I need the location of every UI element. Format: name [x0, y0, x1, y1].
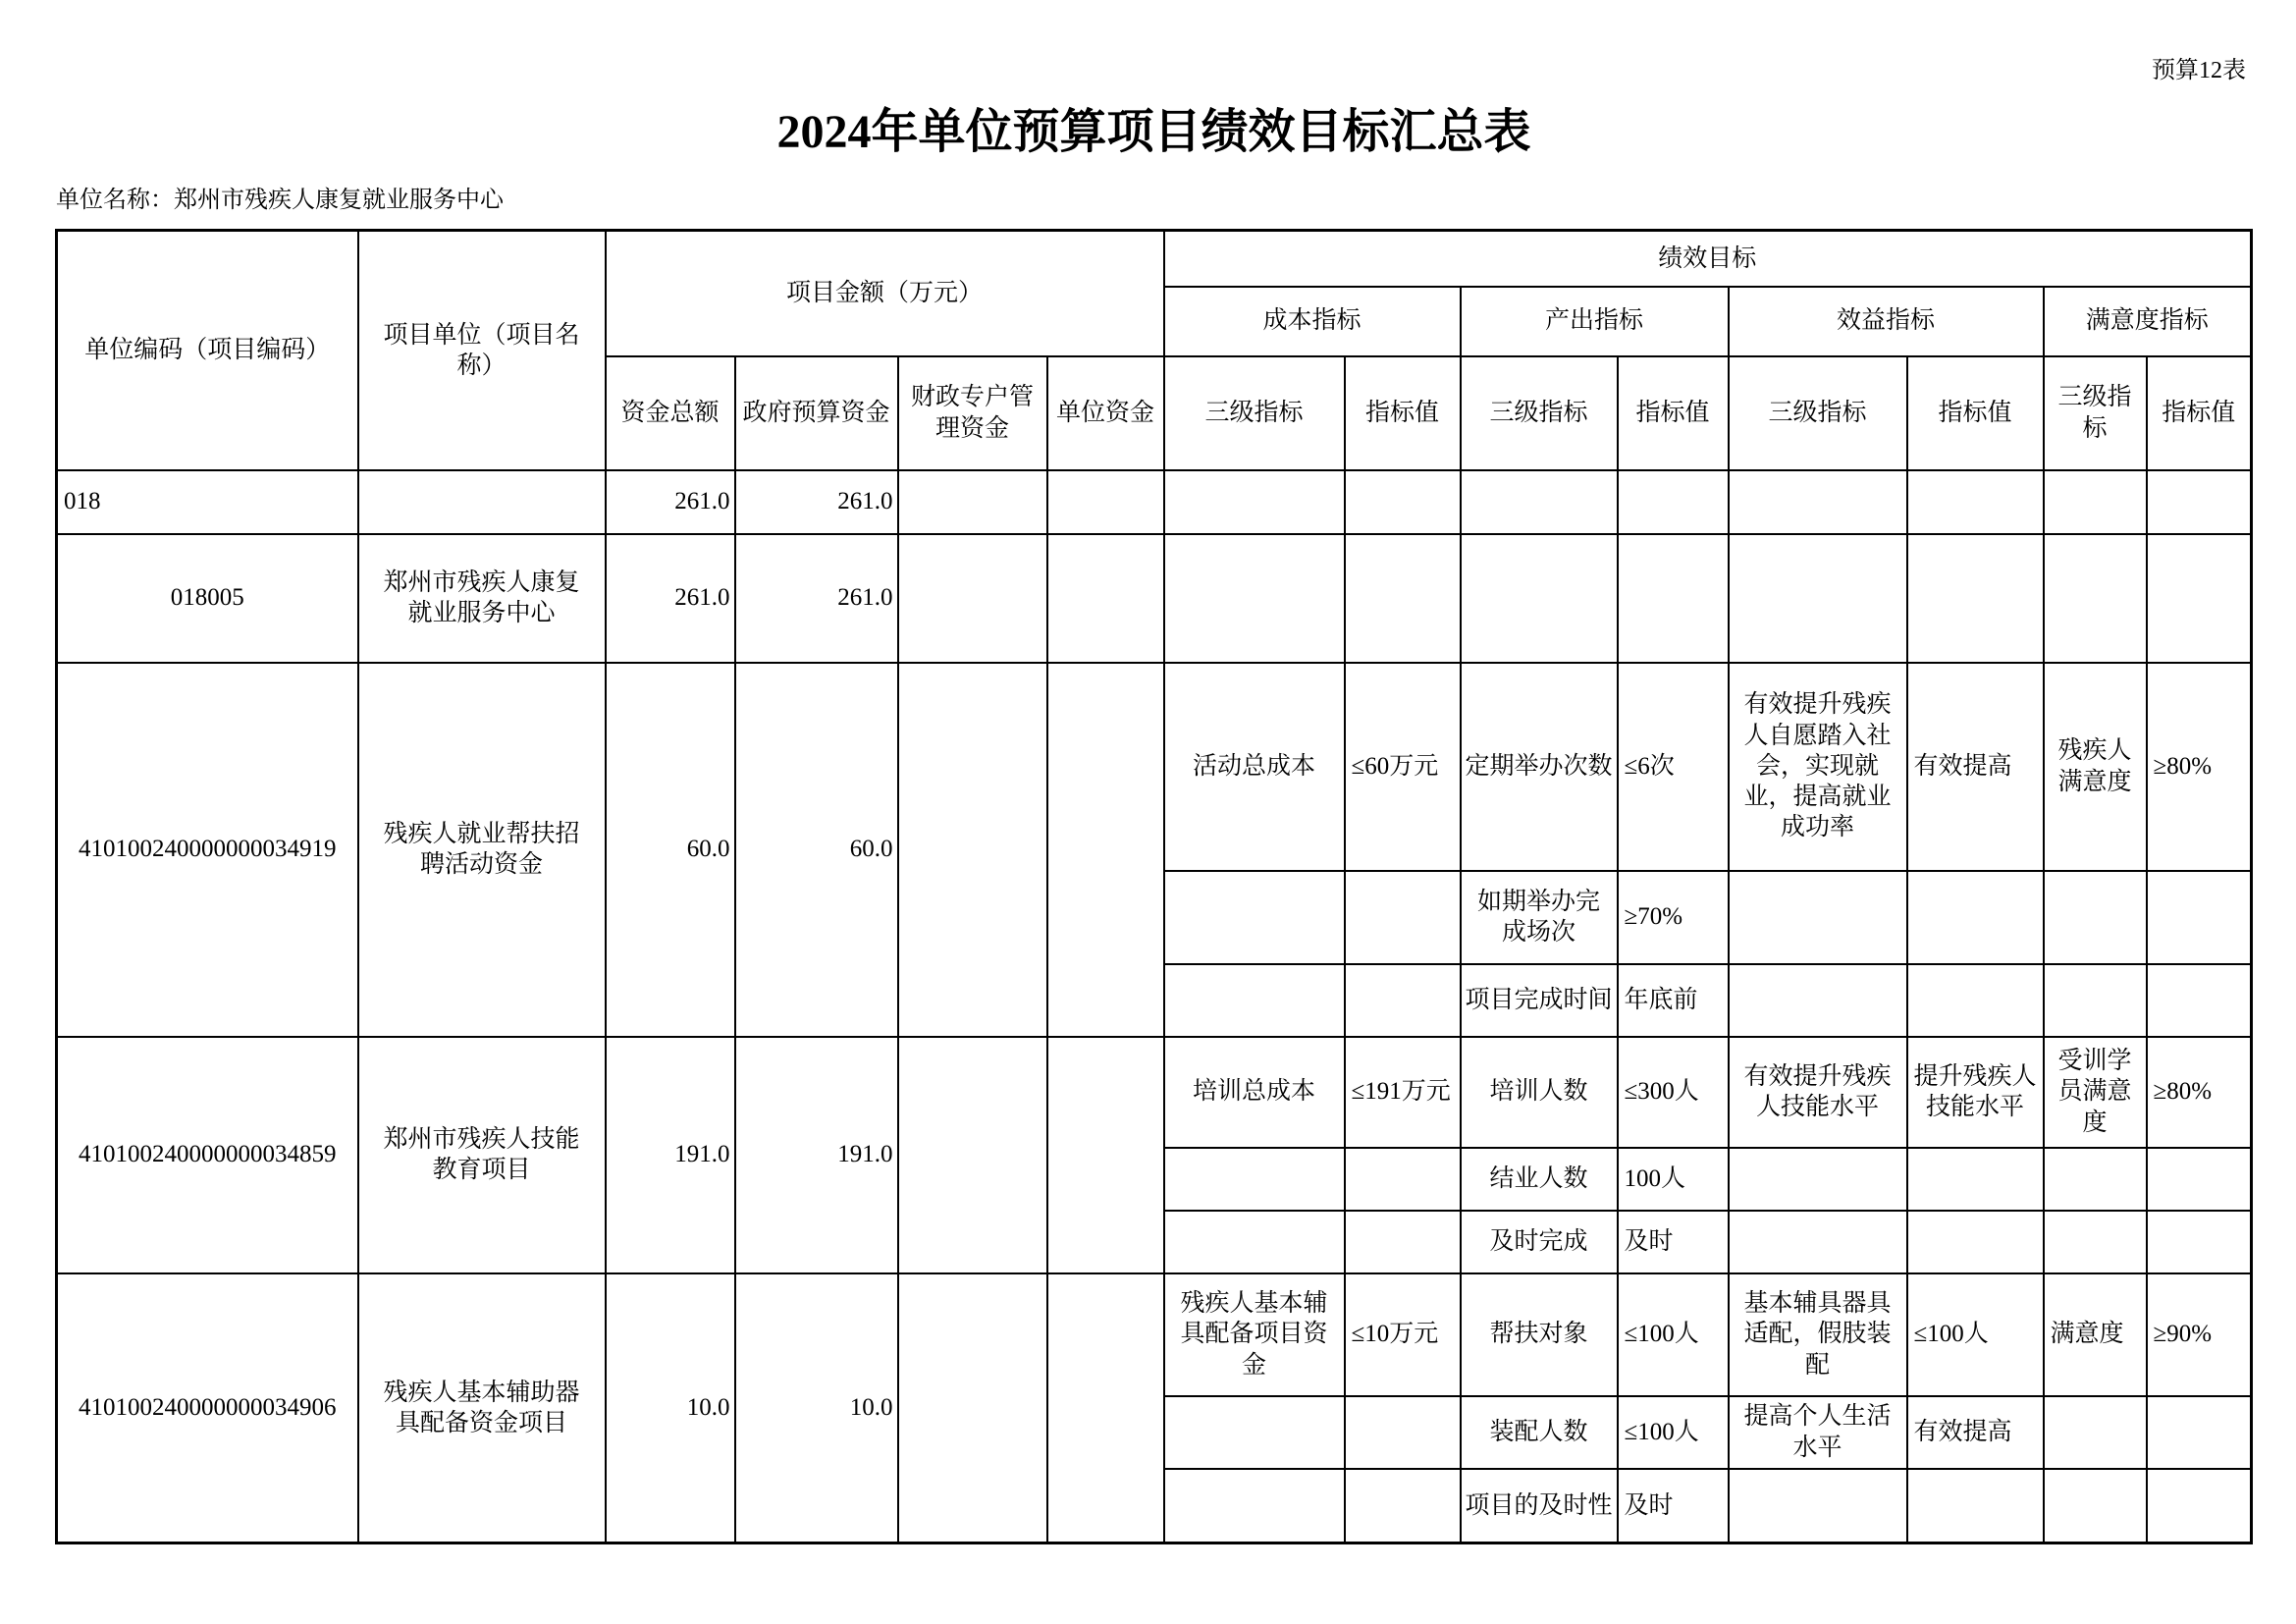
output-indicator-name: 定期举办次数	[1461, 663, 1618, 871]
header-gov-budget-funds: 政府预算资金	[735, 356, 898, 470]
cost-indicator-value	[1345, 1148, 1461, 1211]
cost-indicator-value	[1345, 964, 1461, 1037]
cost-indicator-name: 培训总成本	[1164, 1037, 1345, 1148]
benefit-indicator-name	[1729, 1469, 1907, 1543]
benefit-indicator-value: 有效提高	[1907, 1396, 2044, 1469]
header-satisfaction-level3: 三级指标	[2044, 356, 2147, 470]
benefit-indicator-value: 提升残疾人技能水平	[1907, 1037, 2044, 1148]
satisfaction-indicator-value	[2147, 1211, 2252, 1273]
satisfaction-indicator-value	[2147, 534, 2252, 663]
benefit-indicator-name	[1729, 1148, 1907, 1211]
form-number: 预算12表	[2152, 58, 2246, 83]
satisfaction-indicator-value	[2147, 964, 2252, 1037]
header-benefit-value: 指标值	[1907, 356, 2044, 470]
project-code: 410100240000000034906	[57, 1273, 358, 1543]
project-name: 残疾人基本辅助器具配备资金项目	[358, 1273, 606, 1543]
satisfaction-indicator-value	[2147, 1148, 2252, 1211]
satisfaction-indicator-name	[2044, 534, 2147, 663]
output-indicator-value: ≤100人	[1618, 1396, 1729, 1469]
output-indicator-value: ≤100人	[1618, 1273, 1729, 1396]
header-output-value: 指标值	[1618, 356, 1729, 470]
benefit-indicator-name	[1729, 964, 1907, 1037]
special-account-funds	[898, 534, 1047, 663]
header-performance-group: 绩效目标	[1164, 231, 2252, 287]
benefit-indicator-value	[1907, 1211, 2044, 1273]
cost-indicator-name: 活动总成本	[1164, 663, 1345, 871]
output-indicator-name	[1461, 470, 1618, 534]
header-unit-funds: 单位资金	[1047, 356, 1164, 470]
output-indicator-name: 装配人数	[1461, 1396, 1618, 1469]
benefit-indicator-name	[1729, 1211, 1907, 1273]
output-indicator-value: ≥70%	[1618, 871, 1729, 964]
header-cost-level3: 三级指标	[1164, 356, 1345, 470]
output-indicator-value: 100人	[1618, 1148, 1729, 1211]
output-indicator-name: 项目的及时性	[1461, 1469, 1618, 1543]
output-indicator-value: 及时	[1618, 1469, 1729, 1543]
header-project-unit: 项目单位（项目名称）	[358, 231, 606, 470]
cost-indicator-name	[1164, 1148, 1345, 1211]
benefit-indicator-name: 有效提升残疾人自愿踏入社会，实现就业，提高就业成功率	[1729, 663, 1907, 871]
satisfaction-indicator-value	[2147, 470, 2252, 534]
header-special-account-funds: 财政专户管理资金	[898, 356, 1047, 470]
benefit-indicator-value: ≤100人	[1907, 1273, 2044, 1396]
project-row	[57, 1273, 2252, 1396]
header-row-1	[57, 231, 2252, 287]
benefit-indicator-value	[1907, 534, 2044, 663]
cost-indicator-value	[1345, 1211, 1461, 1273]
satisfaction-indicator-name	[2044, 871, 2147, 964]
output-indicator-value: 及时	[1618, 1211, 1729, 1273]
special-account-funds	[898, 663, 1047, 1037]
satisfaction-indicator-name	[2044, 964, 2147, 1037]
benefit-indicator-value: 有效提高	[1907, 663, 2044, 871]
unit-funds	[1047, 534, 1164, 663]
output-indicator-name: 结业人数	[1461, 1148, 1618, 1211]
cost-indicator-value: ≤10万元	[1345, 1273, 1461, 1396]
header-satisfaction-value: 指标值	[2147, 356, 2252, 470]
header-output-level3: 三级指标	[1461, 356, 1618, 470]
gov-budget-funds: 261.0	[735, 470, 898, 534]
gov-budget-funds: 191.0	[735, 1037, 898, 1273]
total-funds: 60.0	[606, 663, 735, 1037]
page-title: 2024年单位预算项目绩效目标汇总表	[776, 106, 1531, 158]
header-benefit-indicator: 效益指标	[1729, 287, 2044, 356]
benefit-indicator-value	[1907, 470, 2044, 534]
satisfaction-indicator-name	[2044, 1148, 2147, 1211]
header-output-indicator: 产出指标	[1461, 287, 1729, 356]
output-indicator-name: 如期举办完成场次	[1461, 871, 1618, 964]
performance-summary-table	[55, 229, 2253, 1544]
total-funds: 191.0	[606, 1037, 735, 1273]
cost-indicator-name	[1164, 1211, 1345, 1273]
gov-budget-funds: 60.0	[735, 663, 898, 1037]
satisfaction-indicator-name	[2044, 470, 2147, 534]
unit-code: 018005	[57, 534, 358, 663]
cost-indicator-name	[1164, 1469, 1345, 1543]
benefit-indicator-name	[1729, 871, 1907, 964]
cost-indicator-value	[1345, 470, 1461, 534]
satisfaction-indicator-value	[2147, 1469, 2252, 1543]
output-indicator-name: 培训人数	[1461, 1037, 1618, 1148]
gov-budget-funds: 10.0	[735, 1273, 898, 1543]
total-funds: 261.0	[606, 470, 735, 534]
benefit-indicator-value	[1907, 1469, 2044, 1543]
output-indicator-value: 年底前	[1618, 964, 1729, 1037]
unit-funds	[1047, 1273, 1164, 1543]
benefit-indicator-name	[1729, 470, 1907, 534]
benefit-indicator-name	[1729, 534, 1907, 663]
benefit-indicator-value	[1907, 871, 2044, 964]
satisfaction-indicator-name: 残疾人满意度	[2044, 663, 2147, 871]
project-name: 残疾人就业帮扶招聘活动资金	[358, 663, 606, 1037]
output-indicator-value: ≤300人	[1618, 1037, 1729, 1148]
project-row	[57, 1037, 2252, 1148]
project-row	[57, 663, 2252, 871]
project-unit-name: 郑州市残疾人康复就业服务中心	[358, 534, 606, 663]
header-cost-value: 指标值	[1345, 356, 1461, 470]
benefit-indicator-name: 提高个人生活水平	[1729, 1396, 1907, 1469]
satisfaction-indicator-name	[2044, 1211, 2147, 1273]
output-indicator-name: 项目完成时间	[1461, 964, 1618, 1037]
project-code: 410100240000000034919	[57, 663, 358, 1037]
unit-name-line: 单位名称：郑州市残疾人康复就业服务中心	[56, 188, 504, 213]
project-code: 410100240000000034859	[57, 1037, 358, 1273]
satisfaction-indicator-name: 满意度	[2044, 1273, 2147, 1396]
unit-funds	[1047, 470, 1164, 534]
cost-indicator-name	[1164, 470, 1345, 534]
satisfaction-indicator-value	[2147, 871, 2252, 964]
cost-indicator-name	[1164, 871, 1345, 964]
gov-budget-funds: 261.0	[735, 534, 898, 663]
project-unit-name	[358, 470, 606, 534]
summary-row	[57, 470, 2252, 534]
project-name: 郑州市残疾人技能教育项目	[358, 1037, 606, 1273]
output-indicator-value: ≤6次	[1618, 663, 1729, 871]
satisfaction-indicator-name: 受训学员满意度	[2044, 1037, 2147, 1148]
summary-row	[57, 534, 2252, 663]
benefit-indicator-value	[1907, 1148, 2044, 1211]
output-indicator-value	[1618, 470, 1729, 534]
output-indicator-name: 及时完成	[1461, 1211, 1618, 1273]
header-total-funds: 资金总额	[606, 356, 735, 470]
cost-indicator-value	[1345, 1396, 1461, 1469]
header-satisfaction-indicator: 满意度指标	[2044, 287, 2252, 356]
benefit-indicator-value	[1907, 964, 2044, 1037]
header-amount-group: 项目金额（万元）	[606, 231, 1164, 356]
cost-indicator-value: ≤191万元	[1345, 1037, 1461, 1148]
header-unit-code: 单位编码（项目编码）	[57, 231, 358, 470]
output-indicator-value	[1618, 534, 1729, 663]
special-account-funds	[898, 470, 1047, 534]
satisfaction-indicator-value: ≥80%	[2147, 1037, 2252, 1148]
satisfaction-indicator-value: ≥90%	[2147, 1273, 2252, 1396]
cost-indicator-value: ≤60万元	[1345, 663, 1461, 871]
header-benefit-level3: 三级指标	[1729, 356, 1907, 470]
total-funds: 261.0	[606, 534, 735, 663]
cost-indicator-name	[1164, 534, 1345, 663]
output-indicator-name: 帮扶对象	[1461, 1273, 1618, 1396]
cost-indicator-name	[1164, 1396, 1345, 1469]
unit-funds	[1047, 1037, 1164, 1273]
benefit-indicator-name: 基本辅具器具适配，假肢装配	[1729, 1273, 1907, 1396]
satisfaction-indicator-value	[2147, 1396, 2252, 1469]
total-funds: 10.0	[606, 1273, 735, 1543]
unit-code: 018	[57, 470, 358, 534]
cost-indicator-value	[1345, 1469, 1461, 1543]
output-indicator-name	[1461, 534, 1618, 663]
header-cost-indicator: 成本指标	[1164, 287, 1461, 356]
satisfaction-indicator-name	[2044, 1469, 2147, 1543]
cost-indicator-name: 残疾人基本辅具配备项目资金	[1164, 1273, 1345, 1396]
benefit-indicator-name: 有效提升残疾人技能水平	[1729, 1037, 1907, 1148]
cost-indicator-name	[1164, 964, 1345, 1037]
special-account-funds	[898, 1273, 1047, 1543]
cost-indicator-value	[1345, 534, 1461, 663]
satisfaction-indicator-name	[2044, 1396, 2147, 1469]
cost-indicator-value	[1345, 871, 1461, 964]
unit-funds	[1047, 663, 1164, 1037]
satisfaction-indicator-value: ≥80%	[2147, 663, 2252, 871]
special-account-funds	[898, 1037, 1047, 1273]
